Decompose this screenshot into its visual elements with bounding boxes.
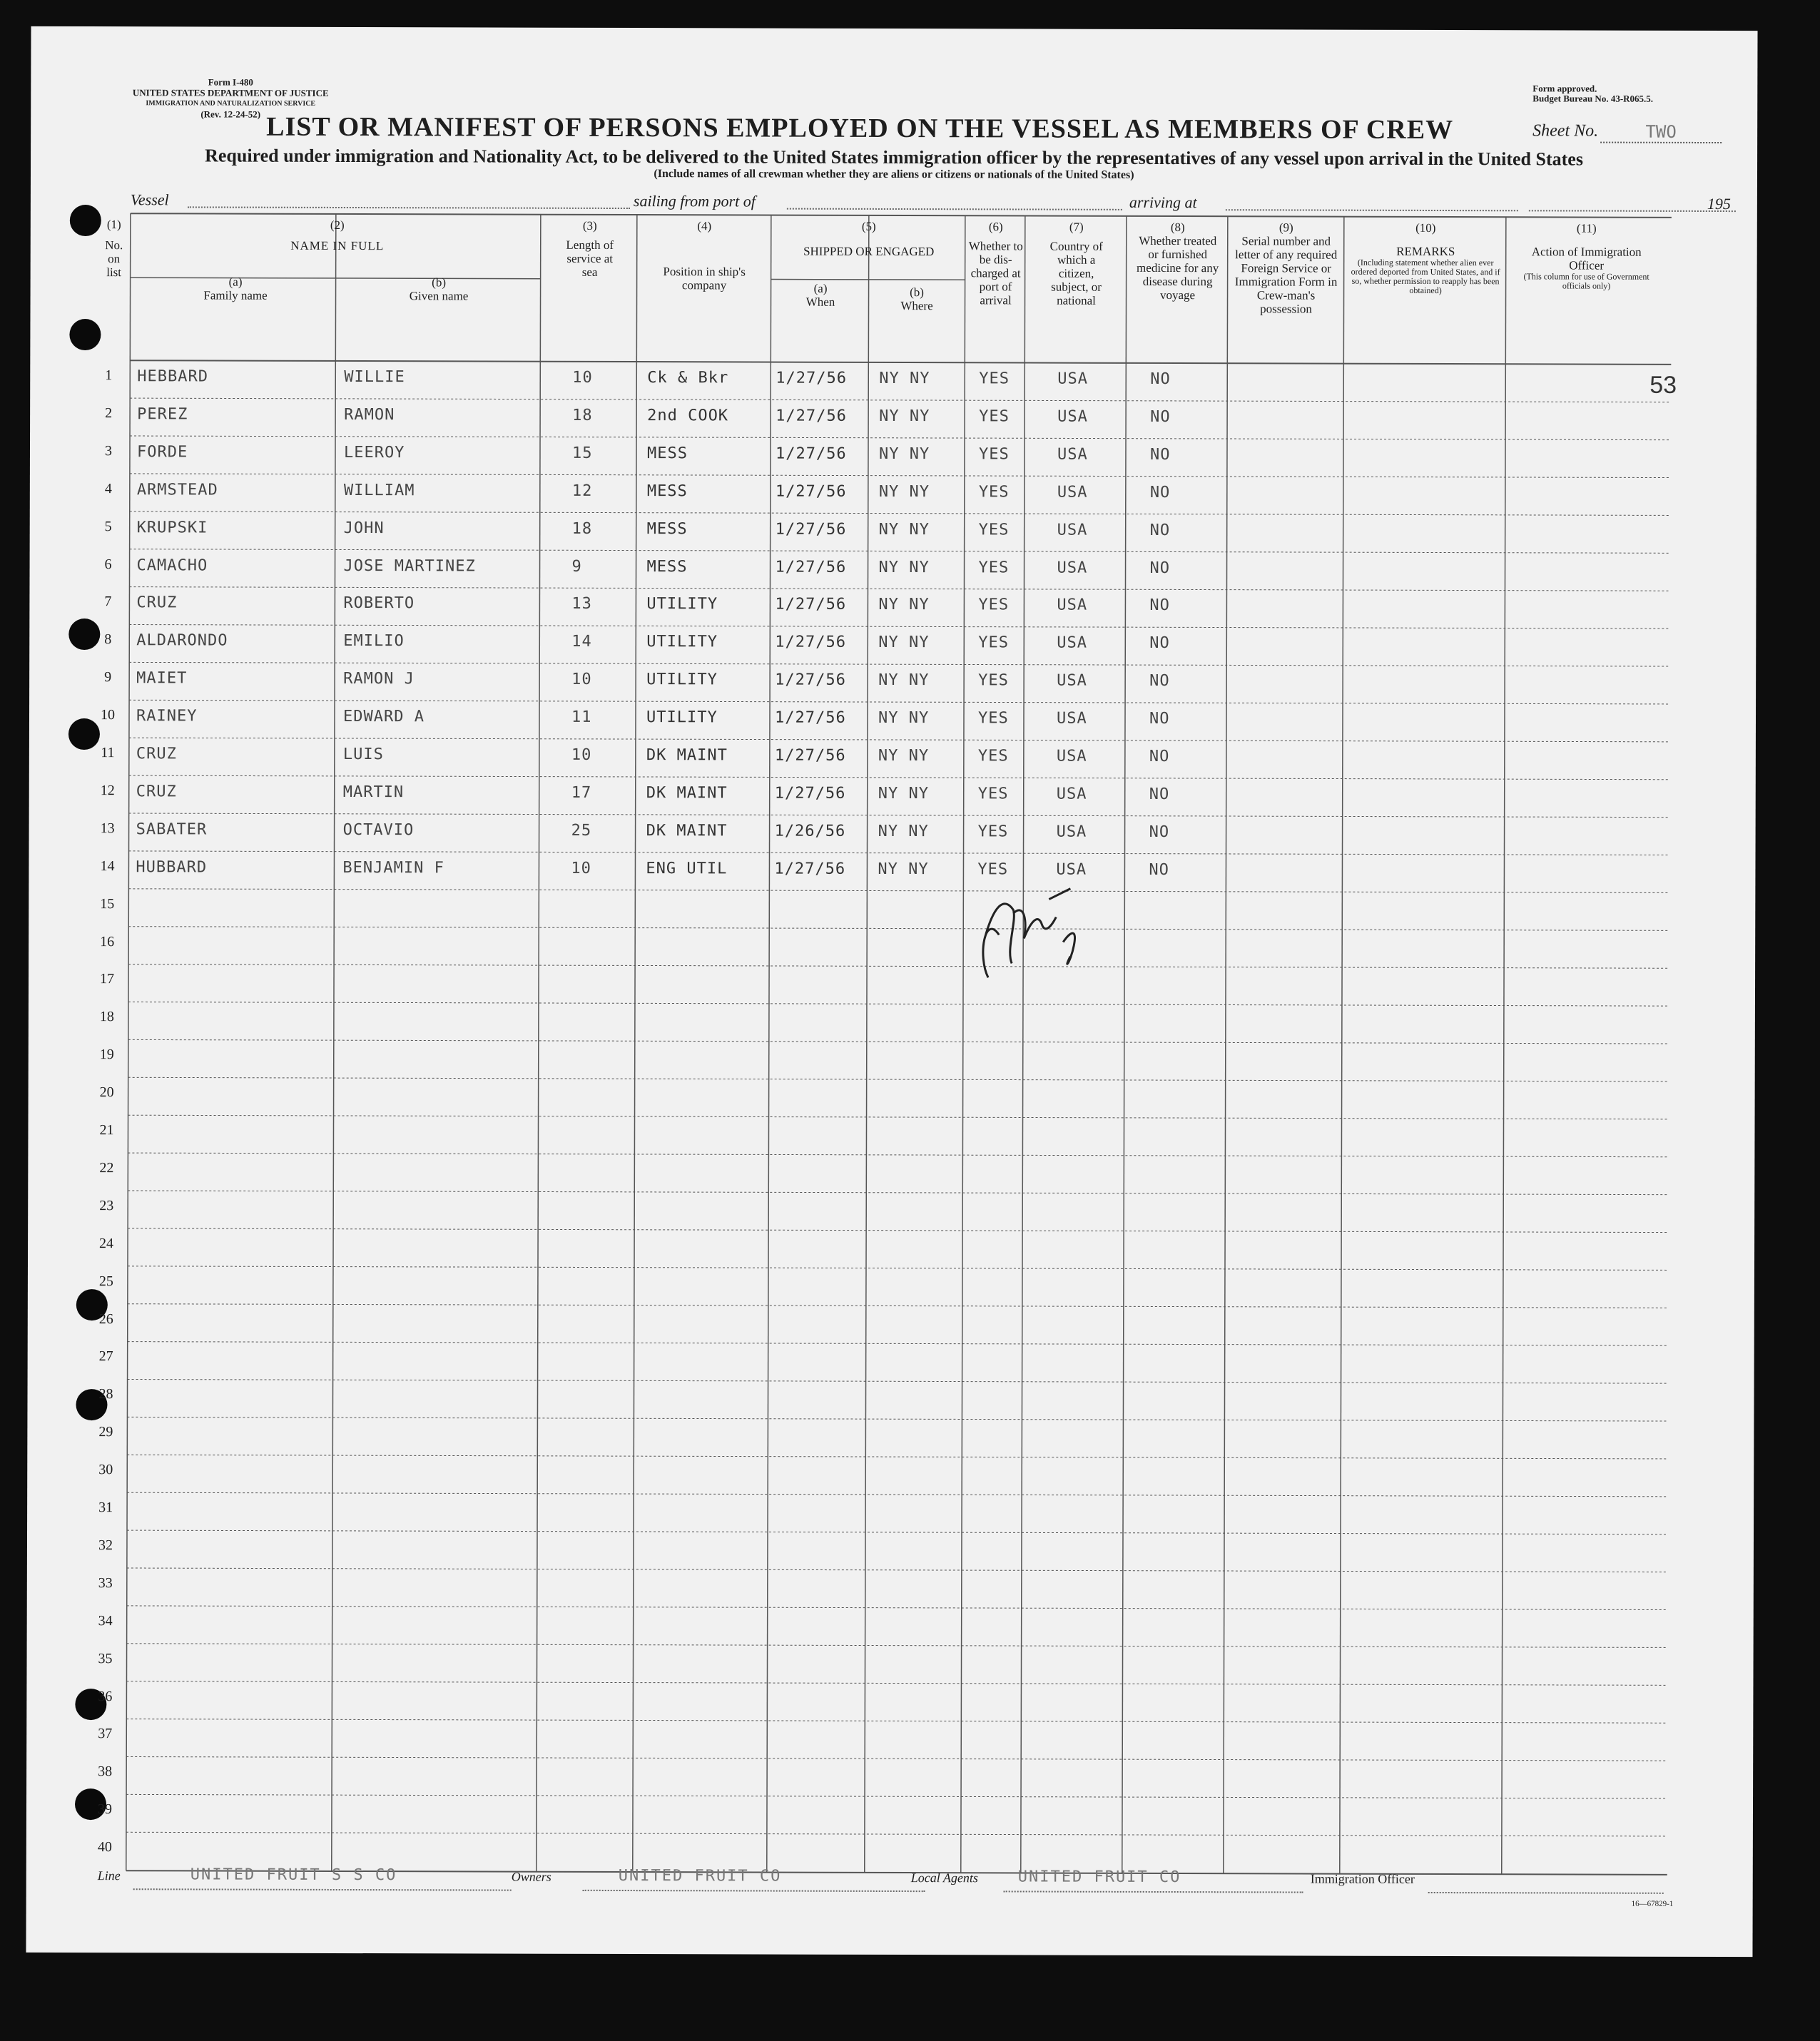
given-name: WILLIAM [343, 481, 415, 499]
form-service: IMMIGRATION AND NATURALIZATION SERVICE [146, 99, 316, 108]
col-number: (b) [432, 275, 447, 290]
col7-header [1027, 220, 1127, 307]
col-number: (5) [861, 219, 876, 233]
action-mark: 53 [1649, 371, 1677, 399]
row-number: 23 [99, 1197, 114, 1213]
service-length: 11 [571, 708, 592, 726]
col-label: Action of Immigration Officer [1531, 245, 1642, 273]
citizenship: USA [1057, 407, 1088, 426]
citizenship: USA [1056, 823, 1087, 841]
col2-header [134, 218, 541, 253]
service-length: 14 [571, 633, 592, 651]
medicine-flag: NO [1149, 747, 1170, 766]
col-label: Whether to be dis-charged at port of arrival [968, 239, 1023, 307]
row-number: 34 [98, 1612, 113, 1629]
service-length: 18 [572, 406, 593, 424]
shipped-when: 1/27/56 [776, 369, 848, 387]
shipped-when: 1/27/56 [775, 520, 847, 539]
ship-position: MESS [646, 519, 688, 538]
shipped-where: NY NY [879, 369, 930, 388]
row-number: 11 [101, 745, 115, 761]
shipped-where: NY NY [878, 671, 930, 690]
col-number: (8) [1170, 220, 1185, 235]
col-number: (a) [813, 281, 828, 295]
col-number: (3) [582, 218, 597, 233]
given-name: MARTIN [342, 783, 405, 802]
family-name: ALDARONDO [136, 631, 228, 650]
col-label: Family name [203, 288, 268, 302]
col6-header [967, 220, 1025, 307]
ship-position: UTILITY [646, 633, 718, 651]
col-number: (2) [330, 218, 345, 232]
col8-header [1128, 220, 1228, 302]
agents-value: UNITED FRUIT CO [1017, 1868, 1181, 1887]
citizenship: USA [1057, 521, 1088, 539]
discharge-flag: YES [978, 520, 1010, 539]
row-number: 20 [99, 1084, 114, 1101]
citizenship: USA [1056, 709, 1087, 728]
citizenship: USA [1057, 445, 1088, 464]
row-number: 31 [98, 1500, 113, 1516]
shipped-when: 1/27/56 [775, 558, 847, 576]
discharge-flag: YES [978, 558, 1010, 576]
line-value: UNITED FRUIT S S CO [190, 1866, 397, 1885]
row-number: 18 [99, 1009, 114, 1025]
col4-header [639, 219, 771, 292]
handwritten-signature [956, 870, 1099, 999]
ship-position: 2nd COOK [647, 406, 729, 425]
col-label: Given name [409, 289, 469, 303]
col-label: SHIPPED OR ENGAGED [803, 244, 935, 259]
shipped-where: NY NY [878, 709, 930, 728]
medicine-flag: NO [1150, 370, 1171, 389]
citizenship: USA [1056, 860, 1087, 879]
medicine-flag: NO [1149, 710, 1170, 728]
row-number: 8 [104, 631, 112, 648]
page-title: LIST OR MANIFEST OF PERSONS EMPLOYED ON THE VESSEL AS MEMBERS OF CREW [266, 111, 1454, 146]
print-code: 16—67829-1 [1631, 1899, 1674, 1908]
family-name: CRUZ [136, 783, 177, 801]
col-label: Where [900, 299, 933, 313]
shipped-when: 1/27/56 [774, 708, 846, 727]
subtitle: Required under immigration and Nationality Act, to be delivered to the United States immigration officer by the representatives of any vessel upon arrival in the United States [205, 145, 1584, 170]
medicine-flag: NO [1149, 634, 1170, 653]
service-length: 15 [571, 444, 593, 462]
family-name: HUBBARD [136, 857, 208, 877]
col2a-header [134, 275, 337, 302]
given-name: LEEROY [343, 443, 405, 462]
row-number: 13 [100, 820, 115, 836]
row-number: 9 [104, 669, 112, 686]
col-note: (Including statement whether alien ever ordered deported from United States, and if so, whether permission to reapply has been obtained) [1351, 257, 1500, 296]
given-name: OCTAVIO [342, 820, 415, 840]
shipped-when: 1/27/56 [775, 595, 847, 614]
family-name: CRUZ [136, 745, 177, 763]
family-name: HEBBARD [137, 367, 209, 386]
col-label: Length of service at sea [566, 238, 614, 279]
row-number: 16 [100, 933, 115, 950]
medicine-flag: NO [1149, 445, 1171, 464]
row-number: 24 [99, 1235, 114, 1251]
medicine-flag: NO [1149, 785, 1170, 803]
col-number: (1) [106, 218, 121, 232]
row-number: 40 [97, 1839, 112, 1856]
medicine-flag: NO [1149, 521, 1171, 539]
citizenship: USA [1057, 483, 1088, 502]
sheet-label: Sheet No. [1532, 121, 1599, 141]
family-name: CRUZ [136, 594, 178, 612]
col5-header [773, 220, 965, 259]
row-number: 21 [99, 1122, 114, 1139]
row-number: 22 [99, 1159, 114, 1176]
ship-position: UTILITY [646, 671, 718, 689]
row-number: 15 [100, 895, 115, 912]
discharge-flag: YES [977, 785, 1009, 803]
citizenship: USA [1056, 747, 1087, 765]
discharge-flag: YES [977, 709, 1009, 728]
form-rev: (Rev. 12-24-52) [200, 108, 261, 120]
row-number: 27 [98, 1348, 113, 1365]
ship-position: MESS [646, 482, 688, 500]
family-name: RAINEY [136, 707, 198, 726]
medicine-flag: NO [1149, 672, 1170, 691]
row-number: 12 [100, 782, 115, 799]
shipped-where: NY NY [879, 407, 930, 426]
row-number: 28 [98, 1386, 113, 1403]
discharge-flag: YES [978, 671, 1009, 690]
row-number: 33 [98, 1574, 113, 1591]
col-label: REMARKS [1396, 244, 1455, 259]
medicine-flag: NO [1149, 823, 1170, 841]
col5a-header [773, 282, 869, 309]
owners-value: UNITED FRUIT CO [618, 1867, 782, 1885]
approval-text: Form approved. [1532, 83, 1597, 94]
service-length: 18 [571, 519, 593, 538]
col-label: When [805, 295, 835, 309]
shipped-where: NY NY [878, 860, 929, 878]
service-length: 25 [571, 821, 592, 840]
line-label: Line [97, 1868, 121, 1883]
service-length: 10 [571, 859, 591, 877]
row-number: 10 [100, 707, 116, 723]
shipped-where: NY NY [878, 444, 930, 463]
shipped-when: 1/27/56 [775, 444, 847, 463]
ship-position: Ck & Bkr [647, 369, 729, 387]
shipped-when: 1/27/56 [774, 784, 846, 803]
col-number: (6) [988, 220, 1003, 234]
service-length: 10 [572, 368, 593, 387]
row-number: 37 [98, 1726, 113, 1742]
col-note: (This column for use of Government officials only) [1523, 271, 1649, 291]
budget-number: Budget Bureau No. 43-R065.5. [1532, 93, 1654, 104]
ship-position: ENG UTIL [646, 859, 728, 878]
row-number: 38 [98, 1763, 113, 1780]
service-length: 10 [571, 745, 592, 764]
medicine-flag: NO [1149, 559, 1171, 577]
shipped-where: NY NY [878, 822, 929, 840]
citizenship: USA [1057, 671, 1087, 690]
row-number: 26 [98, 1310, 113, 1327]
col-number: (b) [910, 285, 924, 300]
shipped-where: NY NY [878, 520, 930, 539]
family-name: CAMACHO [136, 556, 208, 574]
col3-header [543, 219, 637, 279]
col-label: No. on list [105, 238, 123, 280]
manifest-page [26, 26, 1757, 1957]
col9-header [1229, 220, 1343, 315]
medicine-flag: NO [1149, 596, 1170, 615]
given-name: LUIS [342, 745, 384, 764]
col2b-header [337, 275, 541, 303]
col10-header [1346, 221, 1506, 296]
form-number: Form I-480 [208, 76, 253, 88]
family-name: FORDE [136, 443, 188, 462]
family-name: ARMSTEAD [136, 480, 218, 499]
sheet-number: TWO [1600, 122, 1722, 143]
row-number: 29 [98, 1424, 113, 1440]
shipped-when: 1/27/56 [776, 407, 847, 425]
shipped-where: NY NY [878, 633, 930, 652]
ship-position: DK MAINT [646, 783, 728, 803]
col-number: (7) [1069, 220, 1084, 234]
shipped-when: 1/27/56 [775, 633, 847, 652]
family-name: PEREZ [137, 405, 188, 424]
service-length: 17 [571, 783, 592, 802]
shipped-when: 1/27/56 [775, 671, 846, 690]
given-name: RAMON J [343, 670, 415, 688]
row-number: 4 [104, 480, 112, 497]
row-number: 3 [104, 442, 113, 459]
row-number: 25 [98, 1273, 113, 1289]
service-length: 13 [571, 595, 592, 614]
discharge-flag: YES [978, 633, 1010, 652]
year-label: 195 [1707, 194, 1731, 213]
row-number: 39 [97, 1801, 113, 1818]
given-name: JOSE MARTINEZ [343, 556, 476, 575]
row-number: 7 [104, 594, 112, 610]
citizenship: USA [1056, 785, 1087, 803]
medicine-flag: NO [1149, 860, 1169, 879]
row-number: 30 [98, 1462, 113, 1478]
owners-label: Owners [511, 1869, 551, 1884]
given-name: BENJAMIN F [342, 858, 444, 877]
citizenship: USA [1057, 559, 1088, 577]
col-label: Position in ship's company [663, 265, 746, 292]
service-length: 12 [571, 482, 593, 500]
shipped-when: 1/26/56 [774, 822, 846, 840]
given-name: EDWARD A [342, 708, 425, 726]
col-number: (10) [1415, 220, 1436, 235]
col-label: Serial number and letter of any required Foreign Service or Immigration Form in Crew-man's possession [1234, 234, 1338, 316]
discharge-flag: YES [977, 823, 1009, 841]
service-length: 9 [571, 557, 582, 576]
shipped-where: NY NY [878, 482, 930, 501]
given-name: EMILIO [343, 632, 405, 651]
medicine-flag: NO [1149, 483, 1171, 502]
family-name: SABATER [136, 820, 208, 839]
given-name: JOHN [343, 519, 385, 537]
discharge-flag: YES [978, 445, 1010, 464]
given-name: ROBERTO [343, 594, 415, 613]
vessel-label: Vessel [130, 190, 169, 209]
col1-header [96, 218, 132, 279]
citizenship: USA [1057, 596, 1088, 615]
ship-position: MESS [646, 444, 688, 463]
shipped-when: 1/27/56 [774, 746, 846, 765]
shipped-where: NY NY [878, 784, 929, 803]
officer-label: Immigration Officer [1310, 1871, 1415, 1886]
family-name: KRUPSKI [136, 518, 208, 537]
ship-position: UTILITY [646, 595, 718, 614]
col-number: (9) [1278, 220, 1293, 235]
row-number: 17 [100, 971, 115, 987]
agents-label: Local Agents [910, 1871, 978, 1885]
col-number: (4) [697, 219, 712, 233]
row-number: 36 [98, 1688, 113, 1704]
manifest-table-grid [26, 26, 1757, 1957]
shipped-where: NY NY [878, 746, 930, 765]
col-number: (11) [1576, 221, 1597, 235]
arriving-label: arriving at [1129, 193, 1197, 212]
discharge-flag: YES [978, 596, 1010, 614]
service-length: 10 [571, 671, 592, 689]
row-number: 35 [98, 1650, 113, 1666]
form-dept: UNITED STATES DEPARTMENT OF JUSTICE [132, 87, 329, 98]
row-number: 14 [100, 857, 115, 874]
shipped-when: 1/27/56 [775, 482, 847, 501]
citizenship: USA [1057, 633, 1088, 653]
subnote: (Include names of all crewman whether they are aliens or citizens or nationals of the United States) [654, 168, 1134, 181]
shipped-where: NY NY [878, 596, 930, 614]
discharge-flag: YES [977, 860, 1009, 879]
shipped-where: NY NY [878, 558, 930, 576]
discharge-flag: YES [979, 407, 1010, 426]
discharge-flag: YES [977, 747, 1009, 765]
family-name: MAIET [136, 669, 188, 688]
col11-header [1508, 221, 1666, 291]
col5b-header [868, 285, 965, 312]
given-name: RAMON [344, 405, 395, 424]
ship-position: DK MAINT [646, 821, 728, 840]
row-number: 5 [104, 518, 112, 534]
col-number: (a) [228, 275, 243, 289]
medicine-flag: NO [1150, 407, 1171, 426]
row-number: 19 [99, 1047, 114, 1063]
row-number: 1 [105, 367, 113, 384]
citizenship: USA [1057, 370, 1089, 388]
row-number: 32 [98, 1537, 113, 1554]
row-number: 6 [104, 556, 112, 572]
col-label: Country of which a citizen, subject, or national [1049, 239, 1103, 307]
ship-position: DK MAINT [646, 746, 728, 765]
ship-position: UTILITY [646, 708, 718, 727]
ship-position: MESS [646, 557, 688, 576]
given-name: WILLIE [344, 367, 405, 387]
col-label: NAME IN FULL [290, 238, 385, 253]
col-label: Whether treated or furnished medicine for any disease during voyage [1137, 233, 1219, 302]
discharge-flag: YES [978, 483, 1010, 502]
row-number: 2 [105, 405, 113, 422]
sailing-label: sailing from port of [633, 192, 756, 210]
shipped-when: 1/27/56 [774, 860, 846, 878]
discharge-flag: YES [979, 370, 1010, 388]
